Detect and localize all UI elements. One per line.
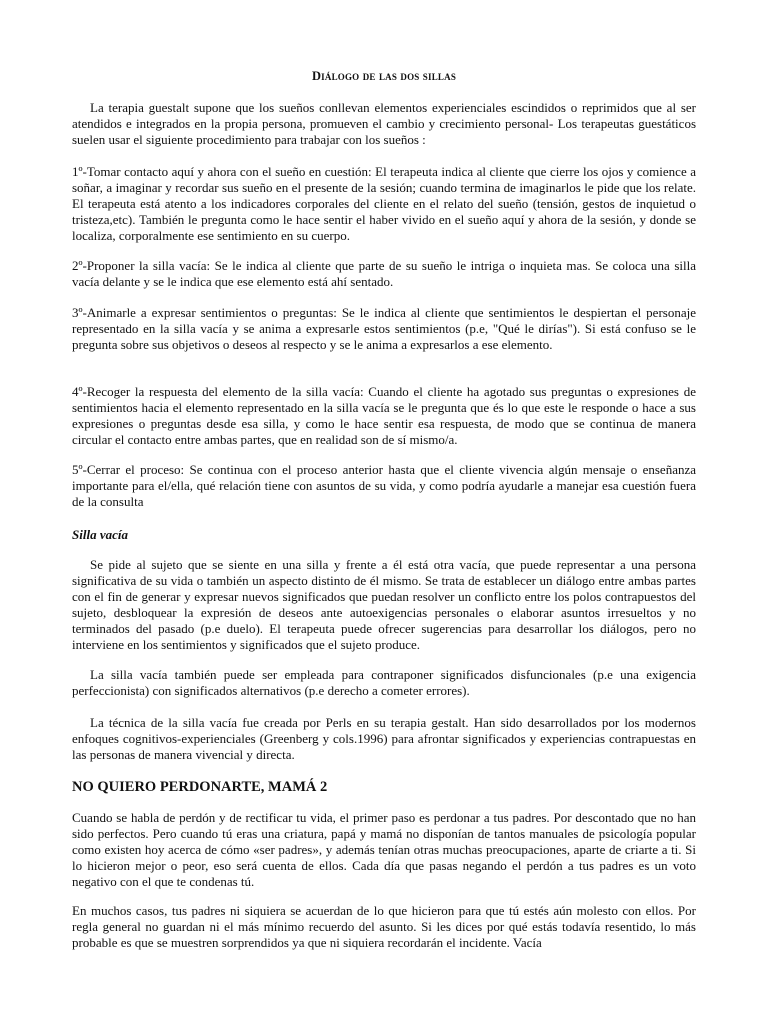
section-heading-no-quiero-perdonarte: NO QUIERO PERDONARTE, MAMÁ 2: [72, 779, 328, 795]
step-4-paragraph: 4º-Recoger la respuesta del elemento de la silla vacía: Cuando el cliente ha agotado sus preguntas o expresiones de sentimientos hacia el elemento representado en la silla vacía se le pregunta que és lo que este le responde o hace a sus expresiones o preguntas desde esa silla, y como le hace sentir esa respuesta, de modo que se continua de manera circular el contacto entre ambas partes, que en realidad son de sí mismo/a.: [72, 384, 696, 447]
intro-paragraph: La terapia guestalt supone que los sueños conllevan elementos experienciales escindidos o reprimidos que al ser atendidos e integrados en la propia persona, promueven el cambio y crecimiento personal- Los terapeutas guestáticos suelen usar el siguiente procedimiento para trabajar con los sueños :: [72, 100, 696, 147]
step-2-paragraph: 2º-Proponer la silla vacía: Se le indica al cliente que parte de su sueño le intriga o inquieta mas. Se coloca una silla vacía delante y se le indica que ese elemento está ahí sentado.: [72, 258, 696, 289]
step-1-paragraph: 1º-Tomar contacto aquí y ahora con el sueño en cuestión: El terapeuta indica al cliente que cierre los ojos y comience a soñar, a imaginar y recordar sus sueño en el presente de la sesión; cuando termina de imaginarlos le pide que los relate. El terapeuta está atento a los indicadores corporales del cliente en el relato del sueño (tensión, gestos de inquietud o tristeza,etc). También le pregunta como le hace sentir el haber vivido en el sueño aquí y ahora de la sesión, y donde se localiza, corporalmente ese sentimiento en su cuerpo.: [72, 164, 696, 243]
document-title: Diálogo de las dos sillas: [311, 69, 457, 83]
perdonarte-paragraph-1: Cuando se habla de perdón y de rectificar tu vida, el primer paso es perdonar a tus padres. Por descontado que no han sido perfectos. Pero cuando tú eras una criatura, papá y mamá no disponían de tantos manuales de psicología popular como existen hoy acerca de cómo «ser padres», y además tenían otras muchas preocupaciones, aparte de criarte a ti. Si lo hicieron mejor o peor, eso será cuenta de ellos. Cada día que pasas negando el perdón a tus padres es un voto negativo con el que te condenas tú.: [72, 810, 696, 889]
step-5-paragraph: 5º-Cerrar el proceso: Se continua con el proceso anterior hasta que el cliente vivencia algún mensaje o enseñanza importante para el/ella, qué relación tiene con asuntos de su vida, y como podría ayudarle a manejar esa cuestión fuera de la consulta: [72, 462, 696, 509]
perdonarte-paragraph-2: En muchos casos, tus padres ni siquiera se acuerdan de lo que hicieron para que tú estés aún molesto con ellos. Por regla general no guardan ni el más mínimo recuerdo del asunto. Si les dices por qué estás todavía resentido, lo más probable es que se muestren sorprendidos ya que ni siquiera recordarán el incidente. Vacía: [72, 903, 696, 950]
section-heading-silla-vacia: Silla vacía: [72, 527, 128, 542]
silla-vacia-paragraph-1: Se pide al sujeto que se siente en una silla y frente a él está otra vacía, que puede representar a una persona significativa de su vida o también un aspecto distinto de él mismo. Se trata de establecer un diálogo entre ambas partes con el fin de generar y expresar nuevos significados que puedan resolver un conflicto entre los polos contrapuestos del sujeto, desbloquear la expresión de deseos ante autoexigencias personales o elaborar asuntos irresueltos y no terminados del pasado (p.e duelo). El terapeuta puede ofrecer sugerencias para desarrollar los diálogos, pero no interviene en los sentimientos y significados que el sujeto produce.: [72, 557, 696, 652]
silla-vacia-paragraph-3: La técnica de la silla vacía fue creada por Perls en su terapia gestalt. Han sido desarrollados por los modernos enfoques cognitivos-experienciales (Greenberg y cols.1996) para afrontar significados y experiencias contrapuestas en las personas de manera vivencial y directa.: [72, 715, 696, 762]
silla-vacia-paragraph-2: La silla vacía también puede ser empleada para contraponer significados disfuncionales (p.e una exigencia perfeccionista) con significados alternativos (p.e derecho a cometer errores).: [72, 667, 696, 698]
step-3-paragraph: 3º-Animarle a expresar sentimientos o preguntas: Se le indica al cliente que sentimientos le despiertan el personaje representado en la silla vacía y se anima a expresarle estos sentimientos (p.e, "Qué le dirías"). Si está confuso se le pregunta sobre sus objetivos o deseos al respecto y se le anima a expresarlos a ese elemento.: [72, 305, 696, 352]
